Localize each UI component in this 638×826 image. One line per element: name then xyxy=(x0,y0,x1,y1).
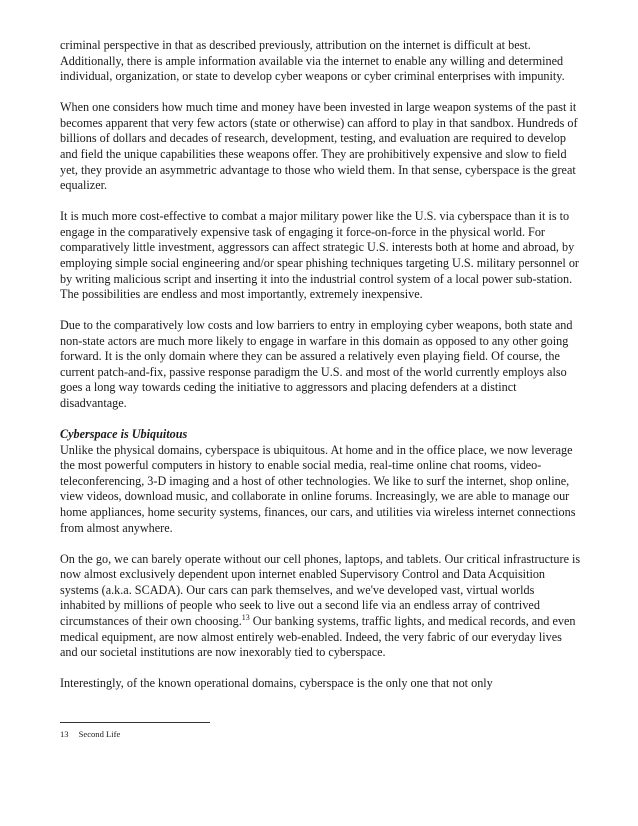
paragraph-on-the-go xyxy=(60,552,582,661)
paragraph-low-barriers: Due to the comparatively low costs and low barriers to entry in employing cyber weapons, both state and non-state actors are much more likely to engage in warfare in this domain as opposed to any other going forward. It is the only domain where they can be assured a relatively even playing field. Of course, the current patch-and-fix, passive response paradigm the U.S. and most of the world currently employs also goes a long way towards ceding the initiative to aggressors and placing defenders at a distinct disadvantage. xyxy=(60,318,573,411)
footnote-text: Second Life xyxy=(78,729,121,739)
footnote xyxy=(60,729,120,739)
paragraph-on-the-go-text-continued: Our banking systems, traffic lights, and medical records, and even medical equipment, are now almost entirely web-enabled. Indeed, the very fabric of our everyday lives and our societal institutions are now inexorably tied to cyberspace. xyxy=(60,613,576,660)
document-body xyxy=(60,38,582,692)
footnote-reference[interactable]: 13 xyxy=(241,612,250,622)
paragraph-ubiquitous: Unlike the physical domains, cyberspace is ubiquitous. At home and in the office place, we now leverage the most powerful computers in history to enable social media, real-time online chat rooms, video-teleconferencing, 3-D imaging and a host of other technologies. We like to surf the internet, shop online, view videos, download music, and collaborate in online forums. Increasingly, we are able to manage our home appliances, home security systems, finances, our cars, and utilities via wireless internet connections from almost anywhere. xyxy=(60,442,576,535)
paragraph-attribution: criminal perspective in that as described previously, attribution on the internet is difficult at best. Additionally, there is ample information available via the internet to enable any willing and determined individual, organization, or state to develop cyber weapons or cyber criminal enterprises with impunity. xyxy=(60,38,565,84)
paragraph-interestingly: Interestingly, of the known operational domains, cyberspace is the only one that not only xyxy=(60,676,493,691)
section-heading: Cyberspace is Ubiquitous xyxy=(60,427,188,442)
paragraph-on-the-go-text: On the go, we can barely operate without our cell phones, laptops, and tablets. Our critical infrastructure is now almost exclusively dependent upon internet enabled Supervisory Control and Data Acquisition systems (a.k.a. SCADA). Our cars can park themselves, and we've developed vast, virtual worlds inhabited by millions of people who seek to live out a second life via an endless array of contrived circumstances of their own choosing. xyxy=(60,551,581,628)
paragraph-weapon-systems: When one considers how much time and money have been invested in large weapon systems of the past it becomes apparent that very few actors (state or otherwise) can afford to play in that sandbox. Hundreds of billions of dollars and decades of research, development, testing, and evaluation are required to develop and field the unique capabilities these weapons offer. They are prohibitively expensive and slow to field yet, they provide an asymmetric advantage to those who wield them. In that sense, cyberspace is the great equalizer. xyxy=(60,100,578,193)
footnote-number: 13 xyxy=(60,729,69,739)
paragraph-cost-effective: It is much more cost-effective to combat a major military power like the U.S. via cyberspace than it is to engage in the comparatively expensive task of engaging it force-on-force in the physical world. For comparatively little investment, aggressors can affect strategic U.S. interests both at home and abroad, by employing simple social engineering and/or spear phishing techniques targeting U.S. military personnel or by writing malicious script and inserting it into the industrial control system of a local power sub-station. The possibilities are endless and most importantly, extremely inexpensive. xyxy=(60,209,579,302)
footnote-divider xyxy=(60,722,210,723)
